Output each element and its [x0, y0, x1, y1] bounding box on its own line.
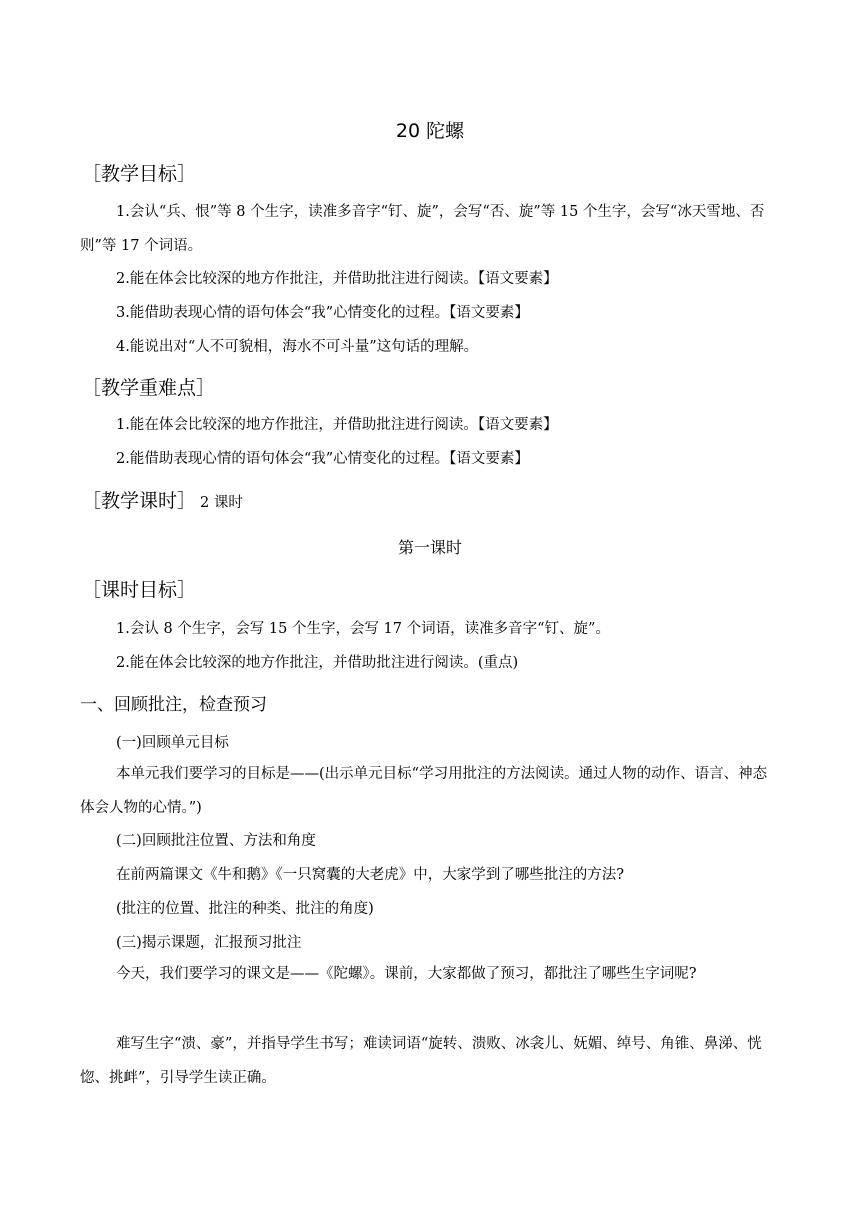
paragraph: 难写生字“溃、豪”，并指导学生书写；难读词语“旋转、溃败、冰衾儿、妩媚、绰号、角锥、鼻涕、恍惚、挑衅”，引导学生读正确。: [80, 1036, 762, 1086]
teaching-hours-heading: ［教学课时］: [82, 490, 197, 512]
teaching-hours-value: 2 课时: [200, 495, 243, 511]
key-point-item: 2.能借助表现心情的语句体会“我”心情变化的过程。【语文要素】: [116, 451, 529, 467]
teaching-goal-item: 1.会认“兵、恨”等 8 个生字，读准多音字“钉、旋”，会写“否、旋”等 15 个生字，会写“冰天雪地、否则”等 17 个词语。: [80, 204, 765, 254]
paragraph: 在前两篇课文《牛和鹅》《一只窝囊的大老虎》中，大家学到了哪些批注的方法?: [116, 867, 625, 883]
lesson-goal-item: 2.能在体会比较深的地方作批注，并借助批注进行阅读。(重点): [116, 655, 519, 671]
teaching-hours: [82, 486, 243, 513]
key-point-item: 1.能在体会比较深的地方作批注，并借助批注进行阅读。【语文要素】: [116, 417, 558, 433]
paragraph: 今天，我们要学习的课文是——《陀螺》。课前，大家都做了预习，都批注了哪些生字词呢?: [116, 966, 697, 982]
subsection-heading: (三)揭示课题，汇报预习批注: [116, 935, 302, 951]
paragraph: (批注的位置、批注的种类、批注的角度): [116, 901, 374, 917]
subsection-heading: (二)回顾批注位置、方法和角度: [116, 833, 316, 849]
teaching-goal-item: 3.能借助表现心情的语句体会“我”心情变化的过程。【语文要素】: [116, 305, 529, 321]
lesson-goals-heading: ［课时目标］: [82, 579, 197, 601]
key-points-heading: ［教学重难点］: [82, 377, 216, 399]
teaching-goal-item: 4.能说出对“人不可貌相，海水不可斗量”这句话的理解。: [116, 339, 479, 355]
lesson-goal-item: 1.会认 8 个生字，会写 15 个生字，会写 17 个词语，读准多音字“钉、旋”。: [116, 621, 610, 637]
subsection-heading: (一)回顾单元目标: [116, 735, 229, 751]
paragraph: 本单元我们要学习的目标是——(出示单元目标“学习用批注的方法阅读。通过人物的动作、语言、神态体会人物的心情。”): [80, 766, 768, 816]
teaching-goal-item: 2.能在体会比较深的地方作批注，并借助批注进行阅读。【语文要素】: [116, 271, 558, 287]
section-heading: 一、回顾批注，检查预习: [80, 695, 267, 715]
document-title: 20 陀螺: [395, 120, 465, 142]
lesson-one-heading: 第一课时: [397, 538, 462, 557]
teaching-goals-heading: ［教学目标］: [82, 163, 197, 185]
